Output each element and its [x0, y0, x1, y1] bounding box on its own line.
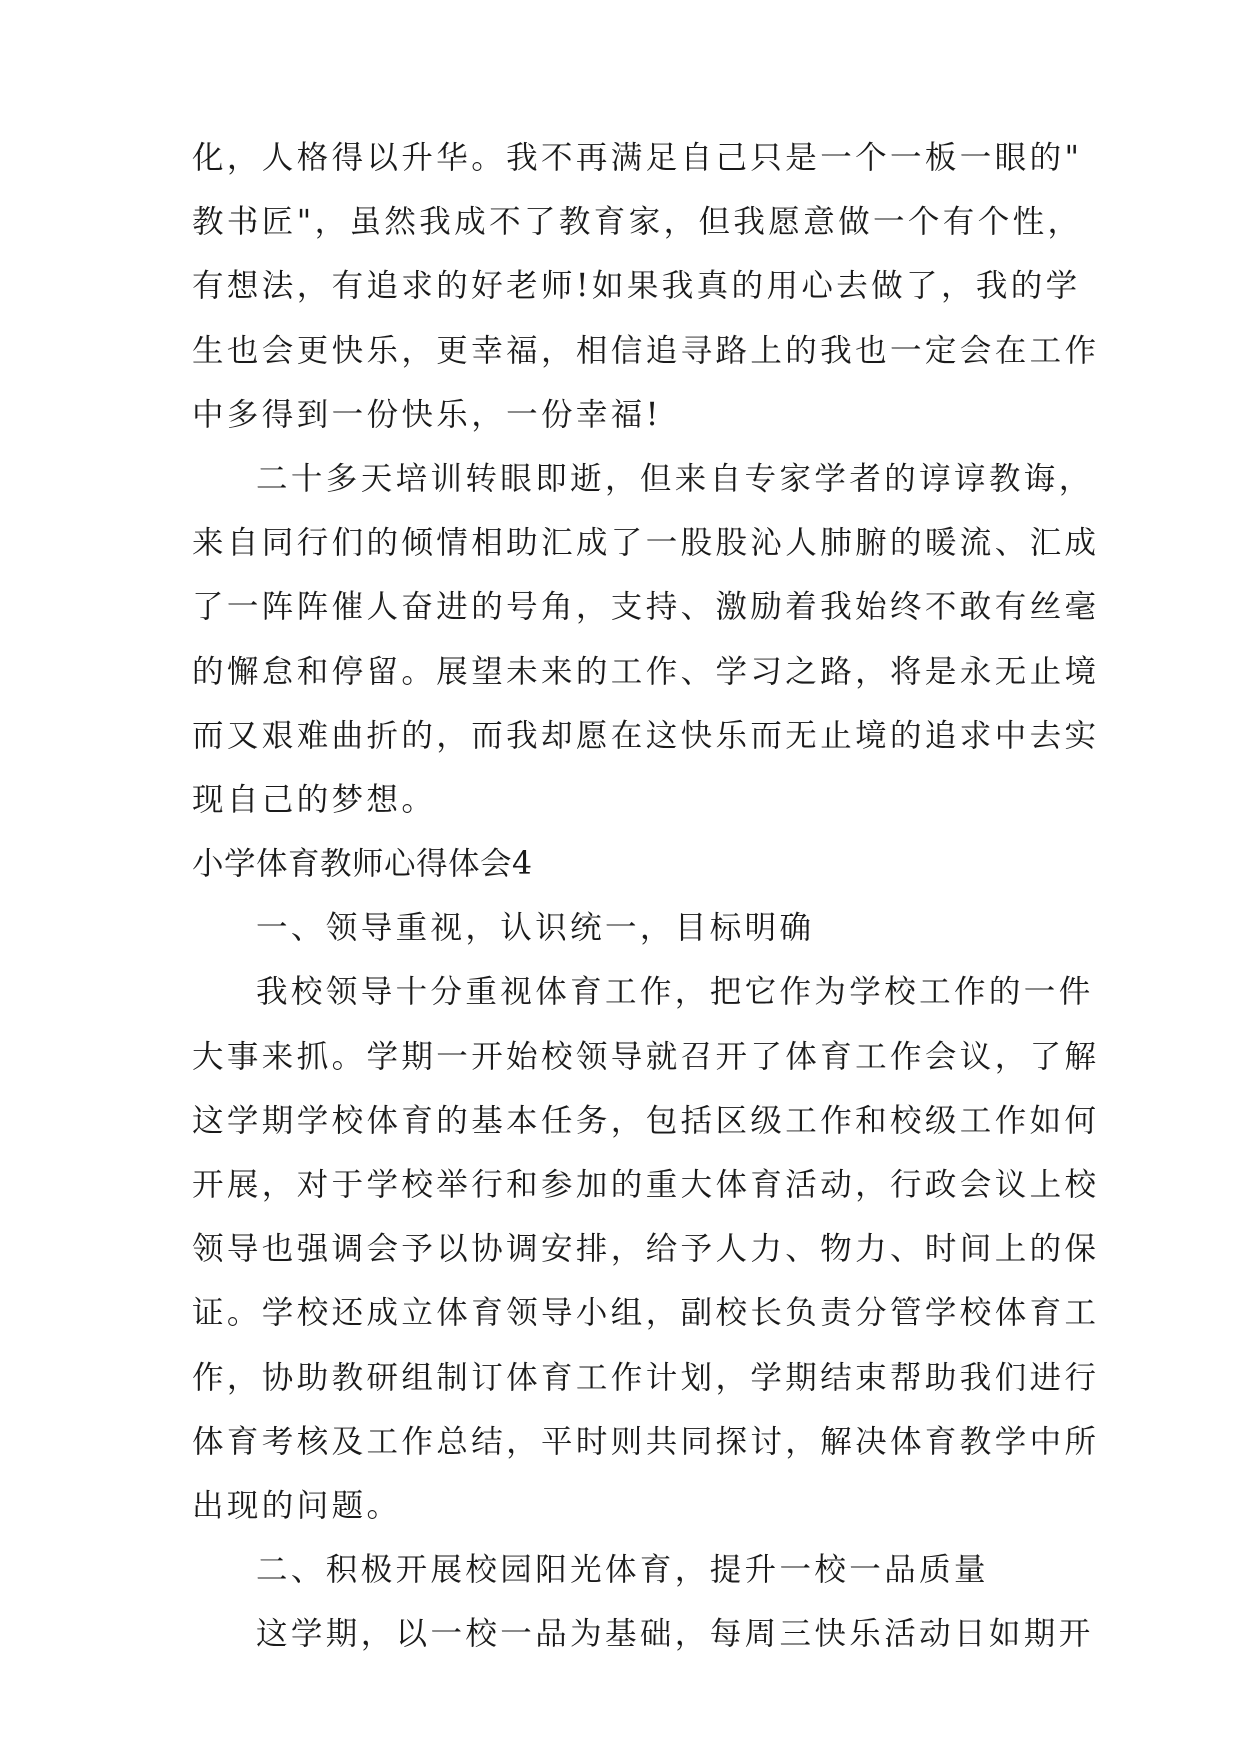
paragraph-1 [192, 126, 1100, 447]
text-line: 大事来抓。学期一开始校领导就召开了体育工作会议，了解 [192, 1038, 1100, 1075]
subheading-1: 一、领导重视，认识统一，目标明确 [256, 910, 815, 947]
section-title: 小学体育教师心得体会4 [192, 846, 533, 883]
text-line: 体育考核及工作总结，平时则共同探讨，解决体育教学中所 [192, 1423, 1100, 1460]
text-line: 我校领导十分重视体育工作，把它作为学校工作的一件 [256, 974, 1094, 1011]
text-line: 化，人格得以升华。我不再满足自己只是一个一板一眼的" [192, 140, 1083, 176]
text-line: 证。学校还成立体育领导小组，副校长负责分管学校体育工 [192, 1295, 1100, 1332]
text-line: 作，协助教研组制订体育工作计划，学期结束帮助我们进行 [192, 1359, 1100, 1396]
text-line: 中多得到一份快乐，一份幸福! [192, 396, 662, 433]
text-line: 有想法，有追求的好老师!如果我真的用心去做了，我的学 [192, 268, 1081, 305]
text-line: 的懈怠和停留。展望未来的工作、学习之路，将是永无止境 [192, 653, 1100, 690]
text-line: 来自同行们的倾情相助汇成了一股股沁人肺腑的暖流、汇成 [192, 525, 1100, 562]
text-line: 出现的问题。 [192, 1487, 402, 1524]
paragraph-4 [192, 1602, 1094, 1666]
text-line: 现自己的梦想。 [192, 781, 437, 818]
document-body [192, 126, 1100, 1667]
text-line: 开展，对于学校举行和参加的重大体育活动，行政会议上校 [192, 1167, 1100, 1203]
paragraph-2 [192, 447, 1100, 832]
text-line: 领导也强调会予以协调安排，给予人力、物力、时间上的保 [192, 1231, 1100, 1268]
text-line: 这学期，以一校一品为基础，每周三快乐活动日如期开 [256, 1616, 1094, 1653]
text-line: 了一阵阵催人奋进的号角，支持、激励着我始终不敢有丝毫 [192, 589, 1100, 626]
text-line: 而又艰难曲折的，而我却愿在这快乐而无止境的追求中去实 [192, 717, 1100, 754]
text-line: 教书匠"，虽然我成不了教育家，但我愿意做一个有个性， [192, 204, 1083, 241]
subheading-2: 二、积极开展校园阳光体育，提升一校一品质量 [256, 1552, 989, 1589]
text-line: 这学期学校体育的基本任务，包括区级工作和校级工作如何 [192, 1102, 1100, 1139]
text-line: 二十多天培训转眼即逝，但来自专家学者的谆谆教诲， [256, 460, 1094, 497]
paragraph-3 [192, 960, 1100, 1538]
text-line: 生也会更快乐，更幸福，相信追寻路上的我也一定会在工作 [192, 332, 1100, 369]
